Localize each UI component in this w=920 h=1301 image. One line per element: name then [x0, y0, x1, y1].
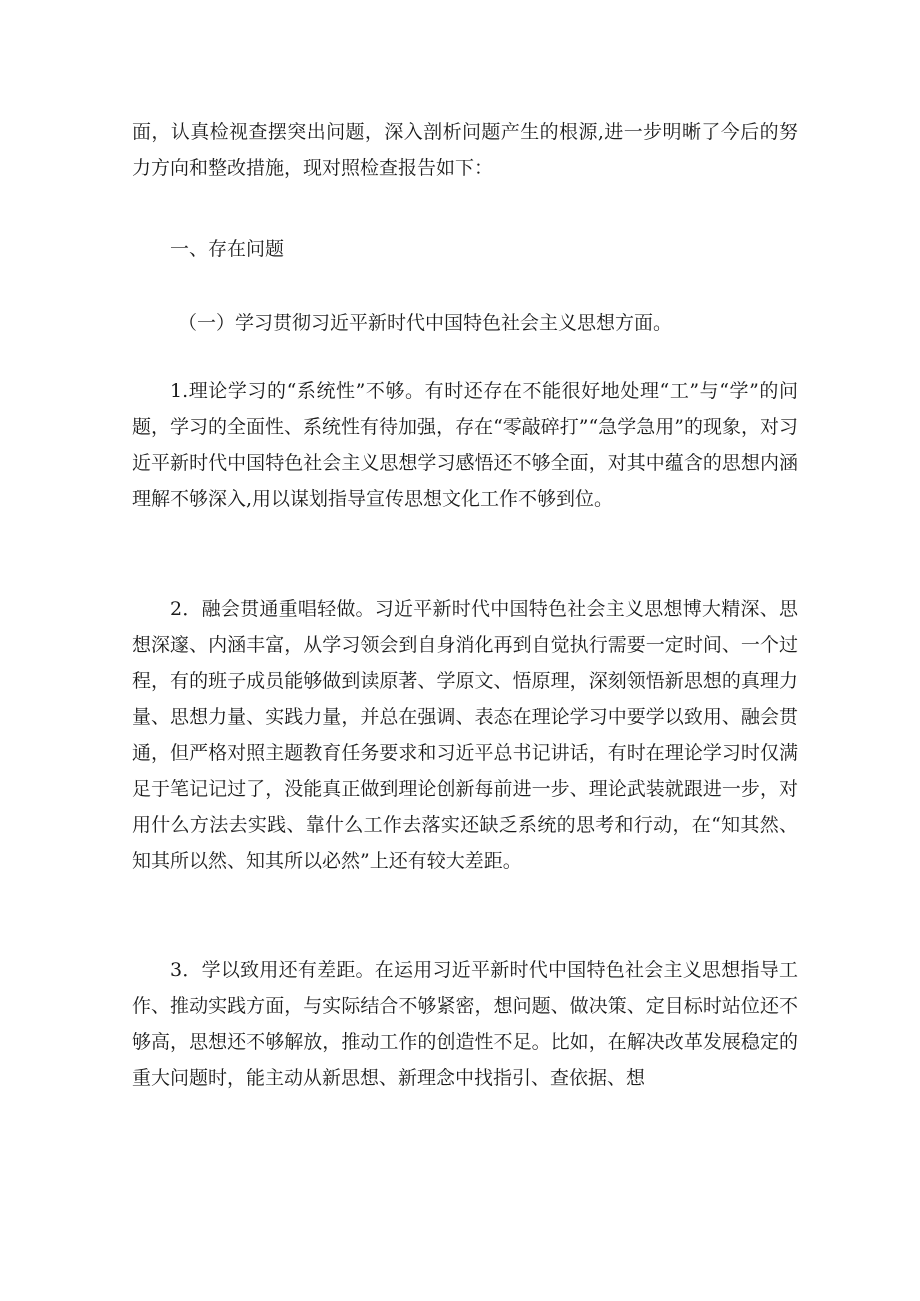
paragraph-intro-continuation: 面，认真检视查摆突出问题，深入剖析问题产生的根源,进一步明晰了今后的努力方向和整改措施，现对照检查报告如下： — [132, 121, 798, 179]
section-heading-problems: 一、存在问题 — [170, 238, 285, 260]
paragraph-item-1: 1.理论学习的“系统性”不够。有时还存在不能很好地处理“工”与“学”的问题，学习的全面性、系统性有待加强，存在“零敲碎打”“急学急用”的现象，对习近平新时代中国特色社会主义思想学习感悟还不够全面，对其中蕴含的思想内涵理解不够深入,用以谋划指导宣传思想文化工作不够到位。 — [132, 380, 798, 510]
subsection-heading-study: （一）学习贯彻习近平新时代中国特色社会主义思想方面。 — [178, 312, 673, 334]
paragraph-item-3: 3．学以致用还有差距。在运用习近平新时代中国特色社会主义思想指导工作、推动实践方面，与实际结合不够紧密，想问题、做决策、定目标时站位还不够高，思想还不够解放，推动工作的创造性不足。比如，在解决改革发展稳定的重大问题时，能主动从新思想、新理念中找指引、查依据、想 — [132, 959, 798, 1089]
paragraph-item-2: 2．融会贯通重唱轻做。习近平新时代中国特色社会主义思想博大精深、思想深邃、内涵丰富，从学习领会到自身消化再到自觉执行需要一定时间、一个过程，有的班子成员能够做到读原著、学原文、悟原理，深刻领悟新思想的真理力量、思想力量、实践力量，并总在强调、表态在理论学习中要学以致用、融会贯通，但严格对照主题教育任务要求和习近平总书记讲话，有时在理论学习时仅满足于笔记记过了，没能真正做到理论创新每前进一步、理论武装就跟进一步，对用什么方法去实践、靠什么工作去落实还缺乏系统的思考和行动，在“知其然、知其所以然、知其所以必然”上还有较大差距。 — [132, 598, 798, 872]
